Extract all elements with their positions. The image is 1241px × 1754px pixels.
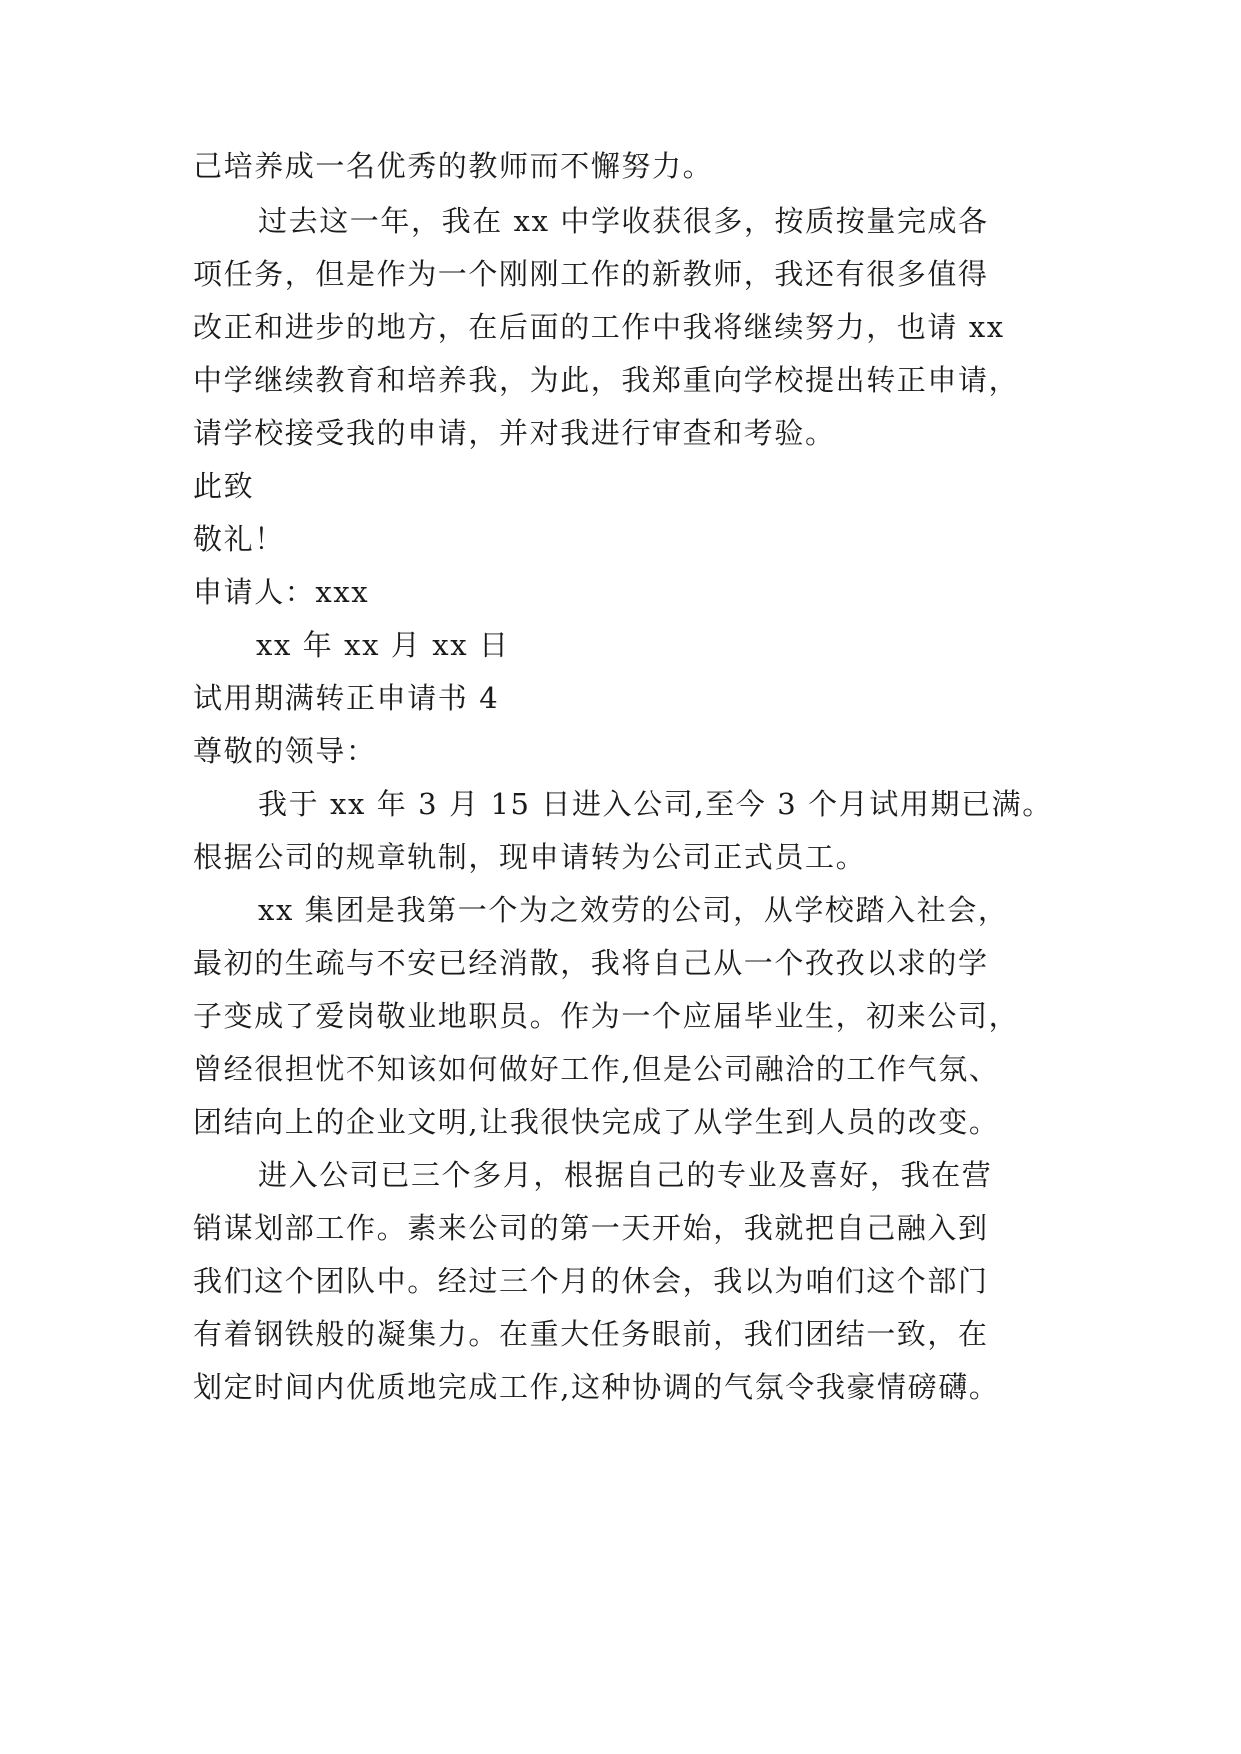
paragraph-line: xx 集团是我第一个为之效劳的公司，从学校踏入社会， [258, 893, 1009, 927]
paragraph-line: 中学继续教育和培养我，为此，我郑重向学校提出转正申请， [193, 363, 1020, 397]
paragraph-line: 销谋划部工作。素来公司的第一天开始，我就把自己融入到 [193, 1211, 989, 1245]
closing-salutation: 此致 [193, 469, 255, 503]
letter-greeting: 尊敬的领导： [193, 734, 377, 768]
section-title: 试用期满转正申请书 4 [193, 681, 500, 715]
paragraph-line: 请学校接受我的申请，并对我进行审查和考验。 [193, 416, 836, 450]
closing-regards: 敬礼！ [193, 522, 285, 556]
application-date: xx 年 xx 月 xx 日 [256, 628, 510, 662]
paragraph-line: 子变成了爱岗敬业地职员。作为一个应届毕业生，初来公司， [193, 999, 1020, 1033]
paragraph-line: 最初的生疏与不安已经消散，我将自己从一个孜孜以求的学 [193, 946, 989, 980]
paragraph-line: 改正和进步的地方，在后面的工作中我将继续努力，也请 xx [193, 310, 1005, 344]
paragraph-line: 团结向上的企业文明,让我很快完成了从学生到人员的改变。 [193, 1105, 1000, 1139]
paragraph-line: 进入公司已三个多月，根据自己的专业及喜好，我在营 [258, 1158, 993, 1192]
applicant-name: 申请人：xxx [193, 575, 370, 609]
paragraph-line: 己培养成一名优秀的教师而不懈努力。 [193, 149, 714, 183]
paragraph-line: 我们这个团队中。经过三个月的休会，我以为咱们这个部门 [193, 1264, 989, 1298]
paragraph-line: 根据公司的规章轨制，现申请转为公司正式员工。 [193, 840, 867, 874]
paragraph-line: 有着钢铁般的凝集力。在重大任务眼前，我们团结一致，在 [193, 1317, 989, 1351]
paragraph-line: 过去这一年，我在 xx 中学收获很多，按质按量完成各 [258, 204, 989, 238]
paragraph-line: 我于 xx 年 3 月 15 日进入公司,至今 3 个月试用期已满。 [258, 787, 1053, 821]
paragraph-line: 项任务，但是作为一个刚刚工作的新教师，我还有很多值得 [193, 257, 989, 291]
paragraph-line: 划定时间内优质地完成工作,这种协调的气氛令我豪情磅礴。 [193, 1370, 1000, 1404]
paragraph-line: 曾经很担忧不知该如何做好工作,但是公司融洽的工作气氛、 [193, 1052, 1000, 1086]
